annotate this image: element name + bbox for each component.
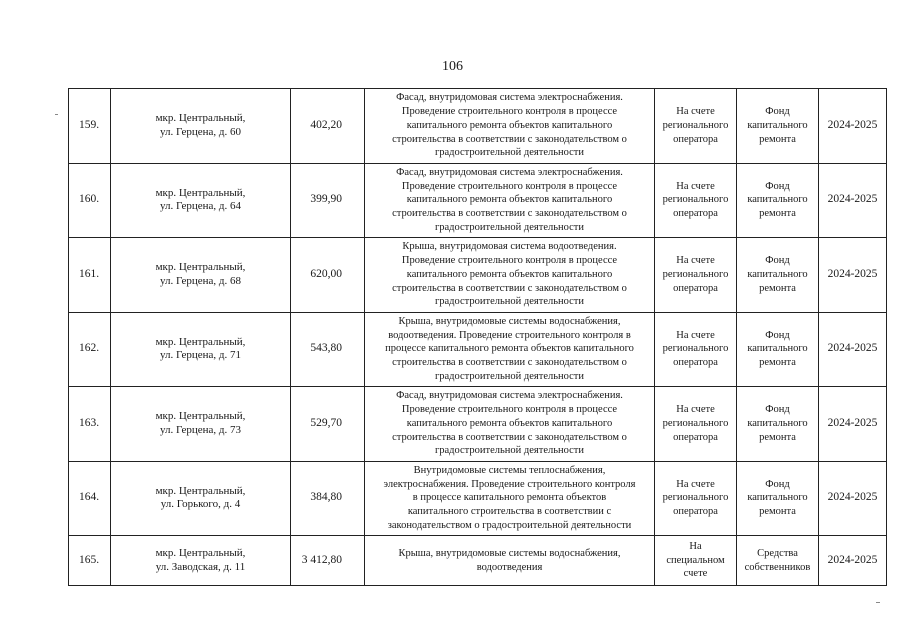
funding-source-cell-line: ремонта xyxy=(759,357,796,369)
account-cell-line: оператора xyxy=(673,133,718,145)
works-cell-line: капитального ремонта объектов капитального xyxy=(406,268,613,280)
works-cell-line: Крыша, внутридомовая система водоотведения. xyxy=(402,241,617,253)
period-cell-line: 2024-2025 xyxy=(827,553,878,566)
address-cell xyxy=(111,312,291,387)
works-cell-line: Крыша, внутридомовые системы водоснабжения, xyxy=(398,547,621,559)
cost-cell-line: 384,80 xyxy=(310,491,342,504)
table-row xyxy=(69,238,887,313)
works-cell xyxy=(365,461,655,536)
account-cell xyxy=(655,89,737,164)
cost-cell-line: 620,00 xyxy=(310,267,342,280)
period-cell-line: 2024-2025 xyxy=(827,118,878,131)
account-cell-line: На счете xyxy=(676,106,715,118)
table-row xyxy=(69,89,887,164)
funding-source-cell-line: капитального xyxy=(747,492,808,504)
funding-source-cell-line: Фонд xyxy=(765,404,790,416)
row-number-cell xyxy=(69,461,111,536)
works-cell-line: градостроительной деятельности xyxy=(434,370,585,382)
period-cell xyxy=(819,387,887,462)
works-cell xyxy=(365,163,655,238)
works-cell-line: законодательством о градостроительной деятельности xyxy=(387,519,632,531)
funding-source-cell-line: Фонд xyxy=(765,478,790,490)
account-cell xyxy=(655,387,737,462)
capital-repair-table xyxy=(68,88,887,586)
page-number: 106 xyxy=(442,59,463,74)
works-cell-line: электроснабжения. Проведение строительного контроля xyxy=(383,478,636,490)
works-cell-line: Проведение строительного контроля в процессе xyxy=(401,404,618,416)
funding-source-cell-line: ремонта xyxy=(759,282,796,294)
period-cell xyxy=(819,312,887,387)
address-cell-line: мкр. Центральный, xyxy=(155,484,246,497)
funding-source-cell-line: Фонд xyxy=(765,329,790,341)
row-number-cell-line: 164. xyxy=(79,491,100,504)
address-cell-line: ул. Герцена, д. 68 xyxy=(159,274,242,287)
account-cell xyxy=(655,536,737,586)
account-cell-line: На счете xyxy=(676,478,715,490)
cost-cell-line: 543,80 xyxy=(310,342,342,355)
works-cell-line: строительства в соответствии с законодательством о xyxy=(392,282,627,294)
row-number-cell-line: 160. xyxy=(79,193,100,206)
cost-cell xyxy=(291,238,365,313)
account-cell-line: регионального xyxy=(662,268,729,280)
works-cell-line: капитального ремонта объектов капитального xyxy=(406,417,613,429)
works-cell-line: строительства в соответствии с законодательством о xyxy=(392,431,627,443)
account-cell-line: регионального xyxy=(662,343,729,355)
table-row xyxy=(69,536,887,586)
address-cell-line: мкр. Центральный, xyxy=(155,410,246,423)
cost-cell xyxy=(291,461,365,536)
works-cell-line: строительства в соответствии с законодательством о xyxy=(392,208,627,220)
address-cell-line: ул. Герцена, д. 73 xyxy=(159,423,242,436)
address-cell xyxy=(111,238,291,313)
account-cell-line: оператора xyxy=(673,357,718,369)
funding-source-cell-line: капитального xyxy=(747,268,808,280)
funding-source-cell-line: ремонта xyxy=(759,506,796,518)
row-number-cell xyxy=(69,163,111,238)
funding-source-cell-line: Средства xyxy=(757,547,798,559)
address-cell-line: мкр. Центральный, xyxy=(155,335,246,348)
cost-cell-line: 3 412,80 xyxy=(301,553,342,566)
account-cell-line: На счете xyxy=(676,329,715,341)
funding-source-cell-line: капитального xyxy=(747,417,808,429)
works-cell xyxy=(365,238,655,313)
funding-source-cell-line: Фонд xyxy=(765,106,790,118)
address-cell xyxy=(111,387,291,462)
account-cell-line: оператора xyxy=(673,282,718,294)
funding-source-cell xyxy=(737,387,819,462)
funding-source-cell-line: Фонд xyxy=(765,255,790,267)
account-cell-line: На счете xyxy=(676,404,715,416)
funding-source-cell-line: собственников xyxy=(744,561,811,573)
account-cell-line: оператора xyxy=(673,431,718,443)
scan-mark xyxy=(876,602,880,603)
period-cell xyxy=(819,89,887,164)
address-cell-line: мкр. Центральный, xyxy=(155,186,246,199)
period-cell xyxy=(819,536,887,586)
works-cell-line: Фасад, внутридомовая система электроснабжения. xyxy=(396,390,623,402)
funding-source-cell-line: капитального xyxy=(747,119,808,131)
address-cell-line: мкр. Центральный, xyxy=(155,261,246,274)
works-cell-line: градостроительной деятельности xyxy=(434,296,585,308)
cost-cell xyxy=(291,312,365,387)
address-cell-line: ул. Заводская, д. 11 xyxy=(155,560,246,573)
row-number-cell-line: 159. xyxy=(79,118,100,131)
funding-source-cell xyxy=(737,163,819,238)
address-cell-line: ул. Герцена, д. 64 xyxy=(159,200,242,213)
account-cell xyxy=(655,312,737,387)
funding-source-cell xyxy=(737,238,819,313)
works-cell-line: градостроительной деятельности xyxy=(434,147,585,159)
account-cell-line: На xyxy=(689,540,702,552)
scan-mark xyxy=(55,114,58,115)
cost-cell xyxy=(291,536,365,586)
address-cell xyxy=(111,89,291,164)
works-cell-line: процессе капитального ремонта объектов капитального xyxy=(385,343,634,355)
account-cell xyxy=(655,163,737,238)
works-cell-line: градостроительной деятельности xyxy=(434,221,585,233)
period-cell xyxy=(819,163,887,238)
works-cell-line: капитального ремонта объектов капитального xyxy=(406,119,613,131)
works-cell-line: капитального ремонта объектов капитального xyxy=(406,194,613,206)
account-cell-line: регионального xyxy=(662,119,729,131)
address-cell-line: ул. Герцена, д. 60 xyxy=(159,125,242,138)
works-cell-line: капитального строительства в соответствии с xyxy=(407,506,612,518)
period-cell-line: 2024-2025 xyxy=(827,193,878,206)
works-cell-line: Проведение строительного контроля в процессе xyxy=(401,106,618,118)
address-cell-line: ул. Герцена, д. 71 xyxy=(159,349,242,362)
account-cell-line: регионального xyxy=(662,194,729,206)
account-cell-line: регионального xyxy=(662,492,729,504)
table-row xyxy=(69,163,887,238)
works-cell-line: Фасад, внутридомовая система электроснабжения. xyxy=(396,92,623,104)
table-row xyxy=(69,312,887,387)
row-number-cell xyxy=(69,536,111,586)
funding-source-cell-line: Фонд xyxy=(765,180,790,192)
works-cell-line: градостроительной деятельности xyxy=(434,445,585,457)
account-cell-line: оператора xyxy=(673,208,718,220)
period-cell-line: 2024-2025 xyxy=(827,267,878,280)
row-number-cell-line: 163. xyxy=(79,416,100,429)
period-cell-line: 2024-2025 xyxy=(827,416,878,429)
works-cell-line: Внутридомовые системы теплоснабжения, xyxy=(413,464,606,476)
works-cell xyxy=(365,387,655,462)
row-number-cell-line: 162. xyxy=(79,342,100,355)
row-number-cell xyxy=(69,387,111,462)
funding-source-cell xyxy=(737,312,819,387)
cost-cell-line: 399,90 xyxy=(310,193,342,206)
works-cell-line: строительства в соответствии с законодательством о xyxy=(392,133,627,145)
account-cell-line: оператора xyxy=(673,506,718,518)
funding-source-cell xyxy=(737,89,819,164)
cost-cell xyxy=(291,89,365,164)
account-cell-line: На счете xyxy=(676,180,715,192)
cost-cell-line: 402,20 xyxy=(310,118,342,131)
row-number-cell xyxy=(69,89,111,164)
works-cell-line: Фасад, внутридомовая система электроснабжения. xyxy=(396,166,623,178)
funding-source-cell xyxy=(737,536,819,586)
works-cell xyxy=(365,89,655,164)
works-cell-line: в процессе капитального ремонта объектов xyxy=(412,492,607,504)
funding-source-cell-line: капитального xyxy=(747,194,808,206)
funding-source-cell-line: ремонта xyxy=(759,208,796,220)
table-row xyxy=(69,387,887,462)
address-cell xyxy=(111,461,291,536)
funding-source-cell-line: ремонта xyxy=(759,431,796,443)
address-cell-line: ул. Горького, д. 4 xyxy=(160,498,241,511)
cost-cell xyxy=(291,387,365,462)
funding-source-cell-line: ремонта xyxy=(759,133,796,145)
address-cell xyxy=(111,536,291,586)
account-cell-line: На счете xyxy=(676,255,715,267)
works-cell-line: Крыша, внутридомовые системы водоснабжения, xyxy=(398,315,621,327)
row-number-cell xyxy=(69,312,111,387)
works-cell-line: водоотведения. Проведение строительного контроля в xyxy=(388,329,631,341)
address-cell-line: мкр. Центральный, xyxy=(155,546,246,559)
funding-source-cell-line: капитального xyxy=(747,343,808,355)
works-cell-line: Проведение строительного контроля в процессе xyxy=(401,180,618,192)
address-cell-line: мкр. Центральный, xyxy=(155,112,246,125)
works-cell xyxy=(365,536,655,586)
period-cell-line: 2024-2025 xyxy=(827,342,878,355)
works-cell-line: водоотведения xyxy=(476,561,543,573)
cost-cell xyxy=(291,163,365,238)
account-cell-line: специальном xyxy=(666,554,725,566)
table-row xyxy=(69,461,887,536)
cost-cell-line: 529,70 xyxy=(310,416,342,429)
funding-source-cell xyxy=(737,461,819,536)
row-number-cell xyxy=(69,238,111,313)
row-number-cell-line: 165. xyxy=(79,553,100,566)
period-cell xyxy=(819,461,887,536)
account-cell-line: счете xyxy=(683,568,708,580)
account-cell xyxy=(655,238,737,313)
period-cell-line: 2024-2025 xyxy=(827,491,878,504)
works-cell-line: Проведение строительного контроля в процессе xyxy=(401,255,618,267)
account-cell xyxy=(655,461,737,536)
account-cell-line: регионального xyxy=(662,417,729,429)
row-number-cell-line: 161. xyxy=(79,267,100,280)
address-cell xyxy=(111,163,291,238)
works-cell xyxy=(365,312,655,387)
works-cell-line: строительства в соответствии с законодательством о xyxy=(392,357,627,369)
period-cell xyxy=(819,238,887,313)
